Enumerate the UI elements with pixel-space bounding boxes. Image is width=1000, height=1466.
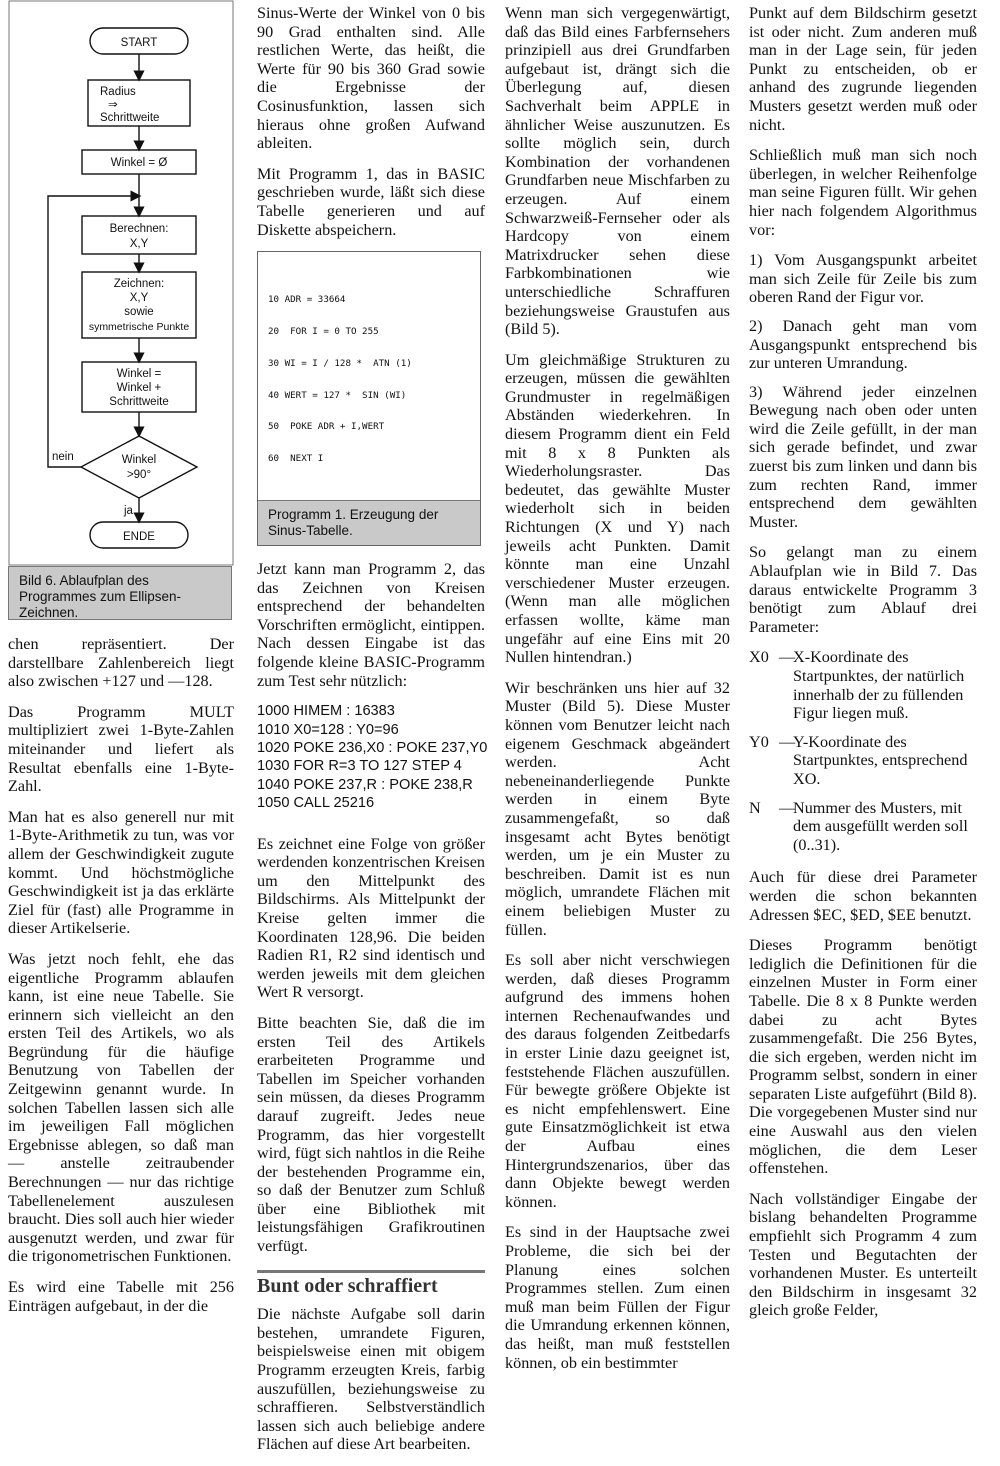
- code-line: 60 NEXT I: [268, 453, 324, 465]
- decision-label-2: >90°: [126, 469, 152, 481]
- radius-label-1: Radius: [100, 86, 136, 98]
- parameter-dash: —: [779, 732, 796, 751]
- paragraph: Mit Programm 1, das in BASIC geschrieben wurde, läßt sich diese Tabelle generieren und auf Diskette abspeichern.: [257, 164, 485, 239]
- paragraph: Es soll aber nicht verschwiegen werden, daß dieses Programm aufgrund des immens hohen internen Rechenaufwandes und des daraus folgenden Zeitbedarfs in erster Linie dazu geeignet ist, feststehende Flächen auszufüllen. Für bewegte größere Objekte ist es nicht empfehlenswert. Eine gute Einsatzmöglichkeit ist etwa der Aufbau eines Hintergrundszenarios, über das dann Objekte bewegt werden können.: [505, 951, 730, 1211]
- basic-line: 1000 HIMEM : 16383: [257, 703, 395, 720]
- paragraph: Auch für diese drei Parameter werden die schon bekannten Adressen $EC, $ED, $EE benutzt.: [749, 868, 977, 924]
- start-label: START: [120, 37, 158, 49]
- section-heading: Bunt oder schraffiert: [257, 1270, 485, 1296]
- paragraph: Dieses Programm benötigt lediglich die Definitionen für die einzelnen Muster in Form einer Tabelle. Die 8 x 8 Punkte werden dabei zu acht Bytes zusammengefaßt. Die 256 Bytes, die sich ergeben, werden nicht im Programm selbst, sondern in einer separaten Liste aufgeführt (Bild 8). Die vorgegebenen Muster sind nur eine Auswahl aus den vielen möglichen, die dem Leser offenstehen.: [749, 936, 977, 1178]
- berechnen-label-2: X,Y: [129, 238, 149, 250]
- parameter-description: Y-Koordinate des Startpunktes, entsprechend XO.: [793, 732, 968, 788]
- paragraph: Es sind in der Hauptsache zwei Probleme, die sich bei der Planung eines solchen Programmes stellen. Zum einen muß man beim Füllen der Figur die Umrandung erkennen können, das heißt, man muß feststellen können, ob ein bestimmter: [505, 1223, 730, 1372]
- parameter-item: [749, 648, 977, 722]
- paragraph: Sinus-Werte der Winkel von 0 bis 90 Grad enthalten sind. Alle restlichen Werte, das heißt, die Werte für 90 bis 360 Grad sowie die Ergebnisse der Cosinusfunktion, lassen sich hieraus ohne großen Aufwand ableiten.: [257, 4, 485, 153]
- algorithm-step: 3) Während jeder einzelnen Bewegung nach oben oder unten wird die Zeile gefüllt, in der man sich gerade befindet, und zwar zuerst bis zum linken und dann bis zum rechten Rand, immer entsprechend dem gewählten Muster.: [749, 382, 977, 531]
- paragraph: Wenn man sich vergegenwärtigt, daß das Bild eines Farbfernsehers prinzipiell aus drei Grundfarben aufgebaut ist, drängt sich die Überlegung auf, diesen Sachverhalt beim APPLE in ähnlicher Weise auszunutzen. Es sollte möglich sein, durch Kombination der vorhandenen Grundfarben neue Mischfarben zu erzeugen. Auf einem Schwarzweiß-Fernseher oder als Hardcopy von einem Matrixdrucker sehen diese Farbkombinationen wie unterschiedliche Schraffuren beziehungsweise Graustufen aus (Bild 5).: [505, 4, 730, 339]
- end-label: ENDE: [123, 531, 155, 543]
- paragraph: Man hat es also generell nur mit 1-Byte-Arithmetik zu tun, was vor allem der Geschwindigkeit zugute kommt. Und höchstmögliche Geschwindigkeit ist ja das erklärte Ziel für (fast) alle Programme in dieser Artikelserie.: [8, 807, 234, 938]
- decision-diamond: [81, 436, 197, 498]
- yes-label: ja: [124, 505, 133, 517]
- paragraph: Die nächste Aufgabe soll darin bestehen, umrandete Figuren, beispielsweise einen mit obigem Programm erzeugten Kreis, farbig auszufüllen, beziehungsweise zu schraffieren. Selbstverständlich lassen sich auch beliebige andere Flächen auf diese Art bearbeiten.: [257, 1305, 485, 1454]
- paragraph: Es zeichnet eine Folge von größer werdenden konzentrischen Kreisen um den Mittelpunkt des Bildschirms. Als Mittelpunkt der Kreise gelten immer die Koordinaten 128,96. Die beiden Radien R1, R2 sind identisch und werden jeweils mit dem gleichen Wert R versorgt.: [257, 834, 485, 1002]
- code-line: 50 POKE ADR + I,WERT: [268, 421, 385, 433]
- flowchart-diagram: [8, 0, 234, 566]
- winkel-zero-label: Winkel = Ø: [110, 157, 168, 169]
- basic-line: 1050 CALL 25216: [257, 795, 375, 812]
- zeichnen-label-2: X,Y: [129, 292, 149, 304]
- column-1: [8, 0, 234, 1327]
- code-line: 40 WERT = 127 * SIN (WI): [268, 389, 407, 401]
- parameter-key: N: [749, 798, 761, 817]
- paragraph: Bitte beachten Sie, daß die im ersten Teil des Artikels erarbeiteten Programme und Tabellen im Speicher vorhanden sein müssen, da dieses Programm darauf zugreift. Jedes neue Programm, das hier vorgestellt wird, fügt sich nahtlos in die Reihe der bestehenden Programme ein, so daß der Benutzer zum Schluß über eine Bibliothek mit leistungsfähigen Grafikroutinen verfügt.: [257, 1013, 485, 1256]
- algorithm-step: 1) Vom Ausgangspunkt arbeitet man sich Zeile für Zeile bis zum oberen Rand der Figur vor.: [749, 251, 977, 307]
- listing-caption: Programm 1. Erzeugung der Sinus-Tabelle.: [258, 500, 480, 545]
- paragraph: Es wird eine Tabelle mit 256 Einträgen aufgebaut, in der die: [8, 1278, 234, 1315]
- zeichnen-label-3: sowie: [124, 306, 154, 318]
- basic-line: 1010 X0=128 : Y0=96: [257, 721, 399, 738]
- parameter-dash: —: [779, 648, 796, 667]
- paragraph: So gelangt man zu einem Ablaufplan wie in Bild 7. Das daraus entwickelte Programm 3 benötigt zum Ablauf drei Parameter:: [749, 543, 977, 636]
- basic-line: 1030 FOR R=3 TO 127 STEP 4: [257, 758, 462, 775]
- column-4: [749, 4, 977, 1332]
- berechnen-label-1: Berechnen:: [109, 223, 169, 235]
- code-line: 10 ADR = 33664: [268, 294, 346, 306]
- no-label: nein: [52, 451, 74, 463]
- parameter-key: Y0: [749, 732, 769, 751]
- parameter-item: [749, 799, 977, 855]
- basic-line: 1020 POKE 236,X0 : POKE 237,Y0: [257, 739, 488, 756]
- parameter-description: Nummer des Musters, mit dem ausgefüllt werden soll (0..31).: [793, 798, 968, 854]
- winkel-increment-label-2: Winkel +: [116, 382, 162, 394]
- paragraph: Nach vollständiger Eingabe der bislang behandelten Programme empfiehlt sich Programm 4 zum Testen und Begutachten der vorhandenen Muster. Es unterteilt den Bildschirm in insgesamt 32 gleich große Felder,: [749, 1189, 977, 1320]
- column-3: [505, 4, 730, 1384]
- radius-arrow: ⇒: [108, 99, 118, 111]
- zeichnen-label-4: symmetrische Punkte: [88, 321, 190, 333]
- code-line: 20 FOR I = 0 TO 255: [268, 326, 379, 338]
- figure-flowchart: [8, 0, 234, 623]
- basic-test-program: [257, 702, 488, 812]
- parameter-dash: —: [779, 798, 796, 817]
- paragraph: Das Programm MULT multipliziert zwei 1-Byte-Zahlen miteinander und liefert als Resultat ebenfalls eine 1-Byte-Zahl.: [8, 702, 234, 796]
- column-2: [257, 4, 488, 1466]
- parameter-list: [749, 648, 977, 854]
- code-line: 30 WI = I / 128 * ATN (1): [268, 357, 412, 369]
- figure-caption: Bild 6. Ablaufplan des Programmes zum Ellipsen-Zeichnen.: [8, 566, 232, 620]
- winkel-increment-label-1: Winkel =: [116, 368, 162, 380]
- paragraph: Schließlich muß man sich noch überlegen, in welcher Reihenfolge man seine Figuren füllt. Wir gehen hier nach folgendem Algorithmus vor:: [749, 146, 977, 239]
- zeichnen-label-1: Zeichnen:: [113, 278, 165, 290]
- parameter-description: X-Koordinate des Startpunktes, der natürlich innerhalb der zu füllenden Figur liegen muß.: [793, 648, 965, 723]
- paragraph: Um gleichmäßige Strukturen zu erzeugen, müssen die gewählten Grundmuster in regelmäßigen Abständen wiederkehren. In diesem Programm dient ein Feld mit 8 x 8 Punkten als Wiederholungsraster. Das bedeutet, das gewählte Muster wiederholt sich in beiden Richtungen (X und Y) nach jeweils acht Punkten. Damit könnte man eine Unzahl verschiedener Muster erzeugen. (Wenn man alle möglichen erfassen wollte, käme man ungefähr auf eine Eins mit 20 Nullen hintendran.): [505, 350, 730, 667]
- parameter-item: [749, 733, 977, 789]
- winkel-increment-label-3: Schrittweite: [109, 396, 169, 408]
- decision-label-1: Winkel: [121, 454, 157, 466]
- paragraph: Was jetzt noch fehlt, ehe das eigentliche Programm ablaufen kann, ist eine neue Tabelle. Sie erinnern sich vielleicht an den ersten Teil des Artikels, wo als Begründung für die häufige Benutzung von Tabellen der Zeitgewinn genannt wurde. In solchen Tabellen lassen sich alle im jeweiligen Fall möglichen Ergebnisse ablegen, so daß man — anstelle zeitraubender Berechnungen — nur das richtige Tabellenelement auszulesen braucht. Dies soll auch hier wieder ausgenutzt werden, und zwar für die trigonometrischen Funktionen.: [8, 949, 234, 1266]
- listing-code: [258, 252, 480, 500]
- basic-line: 1040 POKE 237,R : POKE 238,R: [257, 776, 473, 793]
- paragraph: Wir beschränken uns hier auf 32 Muster (Bild 5). Diese Muster können vom Benutzer leicht nach eigenem Geschmack abgeändert werden. Acht nebeneinanderliegende Punkte werden in einem Byte zusammengefaßt, so daß insgesamt acht Bytes benötigt werden, um je ein Muster zu beschreiben. Damit ist es nun möglich, umrandete Flächen mit einem beliebigen Muster zu füllen.: [505, 678, 730, 939]
- paragraph: Punkt auf dem Bildschirm gesetzt ist oder nicht. Zum anderen muß man in der Lage sein, für jeden Punkt zu entscheiden, ob er anhand des zugrunde liegenden Musters gesetzt werden muß oder nicht.: [749, 4, 977, 134]
- parameter-key: X0: [749, 648, 769, 667]
- program-listing-1: [257, 251, 481, 546]
- algorithm-step: 2) Danach geht man vom Ausgangspunkt entsprechend bis zur unteren Umrandung.: [749, 316, 977, 373]
- paragraph: Jetzt kann man Programm 2, das das Zeichnen von Kreisen entsprechend der behandelten Vorschriften ermöglicht, eintippen. Nach dessen Eingabe ist das folgende kleine BASIC-Programm zum Test sehr nützlich:: [257, 560, 485, 690]
- paragraph: chen repräsentiert. Der darstellbare Zahlenbereich liegt also zwischen +127 und —128.: [8, 635, 234, 691]
- radius-label-2: Schrittweite: [100, 112, 160, 124]
